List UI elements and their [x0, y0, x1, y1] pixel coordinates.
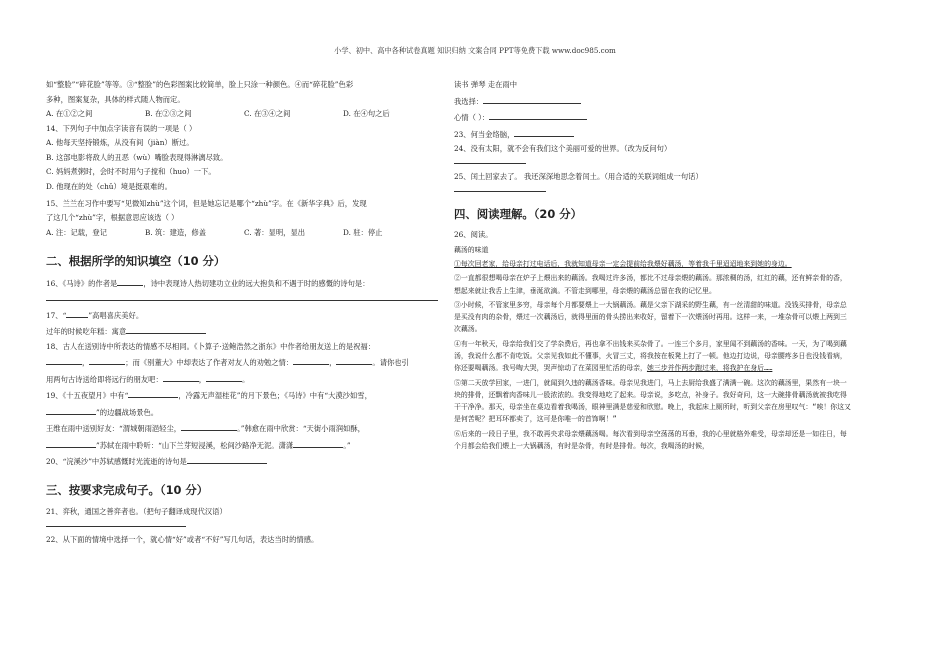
q19-text-d: 王维在雨中送别好友：“渭城朝雨浥轻尘，: [46, 424, 182, 434]
section-4-title: 四、阅读理解。（20 分）: [454, 207, 583, 221]
story-paragraph-2: ②一直都很想喝母亲在炉子上煨出来的藕汤。我喝过许多汤，都比不过母亲煨的藕汤。那浓稠的汤，红红的藕，还有鲜亲骨的香，想起来就让我舌上生津，垂涎欲滴。不管走到哪里，母亲煨的藕汤总留在我的记忆里。: [454, 274, 847, 295]
q20-text: 20、“浣溪沙”中苏轼感慨时光流逝的诗句是: [46, 457, 187, 467]
q13-option-d[interactable]: D. 在④句之后: [343, 109, 390, 119]
q22-mood-label: 心情（ ）：: [454, 113, 490, 123]
q15-option-d[interactable]: D. 驻：停止: [343, 227, 383, 237]
q20-line: [46, 455, 442, 468]
q14-option-b[interactable]: B. 这部电影将敌人的丑恶（wù）嘴脸表现得淋漓尽致。: [46, 152, 228, 162]
q15-stem-1: 15、兰兰在习作中要写“见微知zhù”这个词，但是她忘记是哪个“zhù”字。在《新华字典》后，发现: [46, 198, 367, 208]
story-title: 藕汤的味道: [454, 245, 489, 254]
q17-text-a: 17、“: [46, 310, 67, 320]
story-paragraph-4-underlined: 她三步并作两步跑过来，将我护在身后……: [646, 364, 773, 373]
q22-stem: 22、从下面的情境中选择一个，就心情“好”或者“不好”写几句话，表达当时的情感。: [46, 535, 319, 545]
q19-blank-4[interactable]: [46, 439, 96, 448]
q19-line-4: [46, 439, 442, 452]
q18-blank-6[interactable]: [206, 373, 242, 382]
q18-blank-5[interactable]: [163, 373, 199, 382]
q16-blank-author[interactable]: [117, 277, 143, 286]
q18-line-2: [46, 356, 442, 369]
q21-stem: 21、弈秋，通国之善弈者也。（把句子翻译成现代汉语）: [46, 506, 227, 516]
section-2-title: 二、根据所学的知识填空（10 分）: [46, 253, 226, 268]
intro-line-1: 如“整脸”“碎花脸”等等。③“整脸”的色彩图案比较简单，脸上只涂一种颜色。④而“碎花脸”色彩: [46, 80, 354, 89]
q16-text-a: 16、《马诗》的作者是: [46, 278, 118, 288]
q19-text-e: 。”韩愈在雨中欣赏：“天街小雨润如酥，: [237, 424, 365, 434]
q18-blank-3[interactable]: [293, 356, 329, 365]
q17-text-b: ”高唱喜庆美好。: [88, 310, 144, 320]
q18-blank-4[interactable]: [336, 356, 372, 365]
q19-text-b: ，冷露无声湿桂花”的月下景色；《马诗》中有“大漠沙如雪，: [178, 391, 372, 401]
q22-choose-line: [454, 95, 852, 108]
q19-text-g: 。”: [343, 440, 351, 450]
story-paragraph-1: ①每次回老家，给母亲打过电话后，我就知道母亲一定会提前给我煨好藕汤，等着我千里迢迢地来到她的身边。: [454, 260, 792, 268]
q19-text-a: 19、《十五夜望月》中有“: [46, 391, 129, 401]
q18-line-3: [46, 373, 442, 386]
q21-answer-line[interactable]: [46, 525, 186, 527]
story-paragraph-4-text: ④有一年秋天，母亲给我们交了学杂费后，再也拿不出钱来买杂骨了。一连三个多月，家里闻不到藕汤的香味。一天，为了喝到藕汤，我说什么都不肯吃饭。父亲见我如此不懂事，火冒三丈，将我按在板凳上打了一顿。他边打边说，母亲腰疼多日也没钱看病，你还要喝藕汤。我号啕大哭，哭声惊动了在菜园里忙活的母亲，: [454, 339, 847, 373]
q22-mood-blank[interactable]: [489, 111, 587, 120]
q14-option-a[interactable]: A. 他每天坚持锻炼，从没有间（jiàn）断过。: [46, 138, 194, 148]
q17-blank-meaning[interactable]: [126, 325, 206, 334]
q14-stem: 14、下列句子中加点字读音有误的一项是（ ）: [46, 123, 197, 133]
story-paragraph-5: ⑤第二天放学回家，一进门，就闻到久违的藕汤香味。母亲见我进门，马上去厨给我盛了满满一碗。这次的藕汤里，果然有一块一块的排骨，还飘着肉香味儿一股浓浓的。我变得地吃了起来。母亲说，多吃点，补身子。我好奇问，这一大碗排骨藕汤就被我吃得干干净净。那天，母亲坐在桌边看着我喝汤，眼神里满是慈爱和欣慰。晚上，我起床上厕所时，听到父亲在房里叹气：“唉！你这又是何苦呢？把耳环都卖了，这可是你唯一的首饰啊！”: [454, 378, 851, 424]
q24-stem: 24、没有太阳，就不会有我们这个美丽可爱的世界。（改为反问句）: [454, 144, 672, 154]
story-paragraph-4: [454, 338, 852, 375]
q18-sep-1: ，: [82, 358, 90, 368]
q17-text-c: 过年的时候吃年糕：寓意: [46, 327, 127, 337]
q16-text-b: ，诗中表现诗人热切建功立业的远大抱负和不遇于时的感慨的诗句是：: [143, 278, 370, 288]
q15-option-a[interactable]: A. 注：记载，登记: [46, 227, 107, 237]
q18-sep-2: ，: [329, 358, 337, 368]
q20-blank[interactable]: [187, 455, 267, 464]
q17-line-1: [46, 309, 442, 322]
q25-stem: 25、闰土回家去了。 我还深深地思念着闰土。（用合适的关联词组成一句话）: [454, 172, 703, 182]
q17-line-2: [46, 325, 442, 338]
story-paragraph-3: ③小时候，不管家里多穷，母亲每个月都要煨上一大锅藕汤。藕是父亲下湖采的野生藕，有一丝清甜的味道。没钱买排骨，母亲总是买没有肉的杂骨，煨过一次藕汤后，就得里面的骨头捞出来收好，留着下一次煨汤时再用。这样一来，一堆杂骨可以煨上两到三次藕汤。: [454, 300, 847, 334]
intro-line-2: 多种，图案复杂，具体的样式随人物而定。: [46, 94, 185, 104]
q19-line-3: [46, 422, 442, 435]
q19-text-c: ”的边疆战场景色。: [96, 407, 159, 417]
q19-blank-3[interactable]: [181, 422, 237, 431]
q15-option-c[interactable]: C. 著：显明，显出: [244, 227, 306, 237]
q15-stem-2: 了这几个“zhù”字，根据意思应该选（ ）: [46, 213, 179, 223]
q13-option-b[interactable]: B. 在②③之间: [145, 109, 192, 119]
q18-blank-2[interactable]: [89, 356, 125, 365]
q23-text: 23、何当金络脑，: [454, 129, 515, 139]
q13-options: [46, 109, 442, 120]
q18-line-1: 18、古人在送别诗中所表达的情感不尽相同。《卜算子·送鲍浩然之浙东》中作者给朋友送上的是祝福：: [46, 341, 376, 351]
right-column: [454, 80, 852, 454]
q16-answer-line[interactable]: [46, 299, 438, 301]
q18-text-f: 用两句古诗送给即将远行的朋友吧：: [46, 374, 163, 384]
story-paragraph-6: ⑥后来的一段日子里，我不敢再央求母亲煨藕汤喝。每次看到母亲空荡荡的耳垂，我的心里就格外难受，母亲却还是一如往日，每个月都会给我们煨上一大锅藕汤，有时是杂骨，有时是排骨。每次，我喝汤的时候，: [454, 429, 847, 450]
q19-line-2: [46, 406, 442, 419]
q14-option-d[interactable]: D. 他现在的处（chǔ）境是挺艰难的。: [46, 181, 172, 191]
q23-blank[interactable]: [514, 128, 574, 137]
q26-stem: 26、阅读。: [454, 230, 493, 240]
q15-option-b[interactable]: B. 筑：建造，修盖: [145, 227, 207, 237]
q18-sep-3: ，: [198, 374, 207, 384]
q24-answer-line[interactable]: [454, 162, 526, 164]
q19-line-1: [46, 389, 442, 402]
left-column: [46, 80, 442, 550]
q25-answer-line[interactable]: [454, 190, 546, 192]
q19-blank-1[interactable]: [128, 389, 178, 398]
q18-sep-4: 。: [242, 374, 250, 384]
q22-choose-label: 我选择：: [454, 96, 484, 106]
q17-blank[interactable]: [66, 309, 88, 318]
q18-text-mid: ；而《别董大》中却表达了作者对友人的劝勉之情：: [125, 358, 294, 368]
q22-options: 读书 弹琴 走在雨中: [454, 80, 518, 89]
q19-blank-5[interactable]: [293, 439, 343, 448]
q19-text-f: ”苏轼在雨中聆听：“山下兰芽短浸溪，松间沙路净无泥。潇潇: [96, 440, 294, 450]
q18-blank-1[interactable]: [46, 356, 82, 365]
q13-option-c[interactable]: C. 在③④之间: [244, 109, 291, 119]
q22-choose-blank[interactable]: [483, 95, 581, 104]
q19-blank-2[interactable]: [46, 406, 96, 415]
q18-text-end: 。请你也引: [372, 358, 409, 368]
q14-option-c[interactable]: C. 妈妈煮粥时，会时不时用勺子搅和（huo）一下。: [46, 167, 216, 177]
q22-mood-line: [454, 111, 852, 124]
story-body: [454, 258, 852, 452]
q16-line: [46, 277, 442, 290]
q13-option-a[interactable]: A. 在①②之间: [46, 109, 93, 119]
q15-options: [46, 228, 442, 239]
q23-line: [454, 128, 852, 141]
page-header: 小学、初中、高中各种试卷真题 知识归纳 文案合同 PPT等免费下载 www.doc985.com: [334, 46, 616, 55]
section-3-title: 三、按要求完成句子。（10 分）: [46, 483, 209, 498]
